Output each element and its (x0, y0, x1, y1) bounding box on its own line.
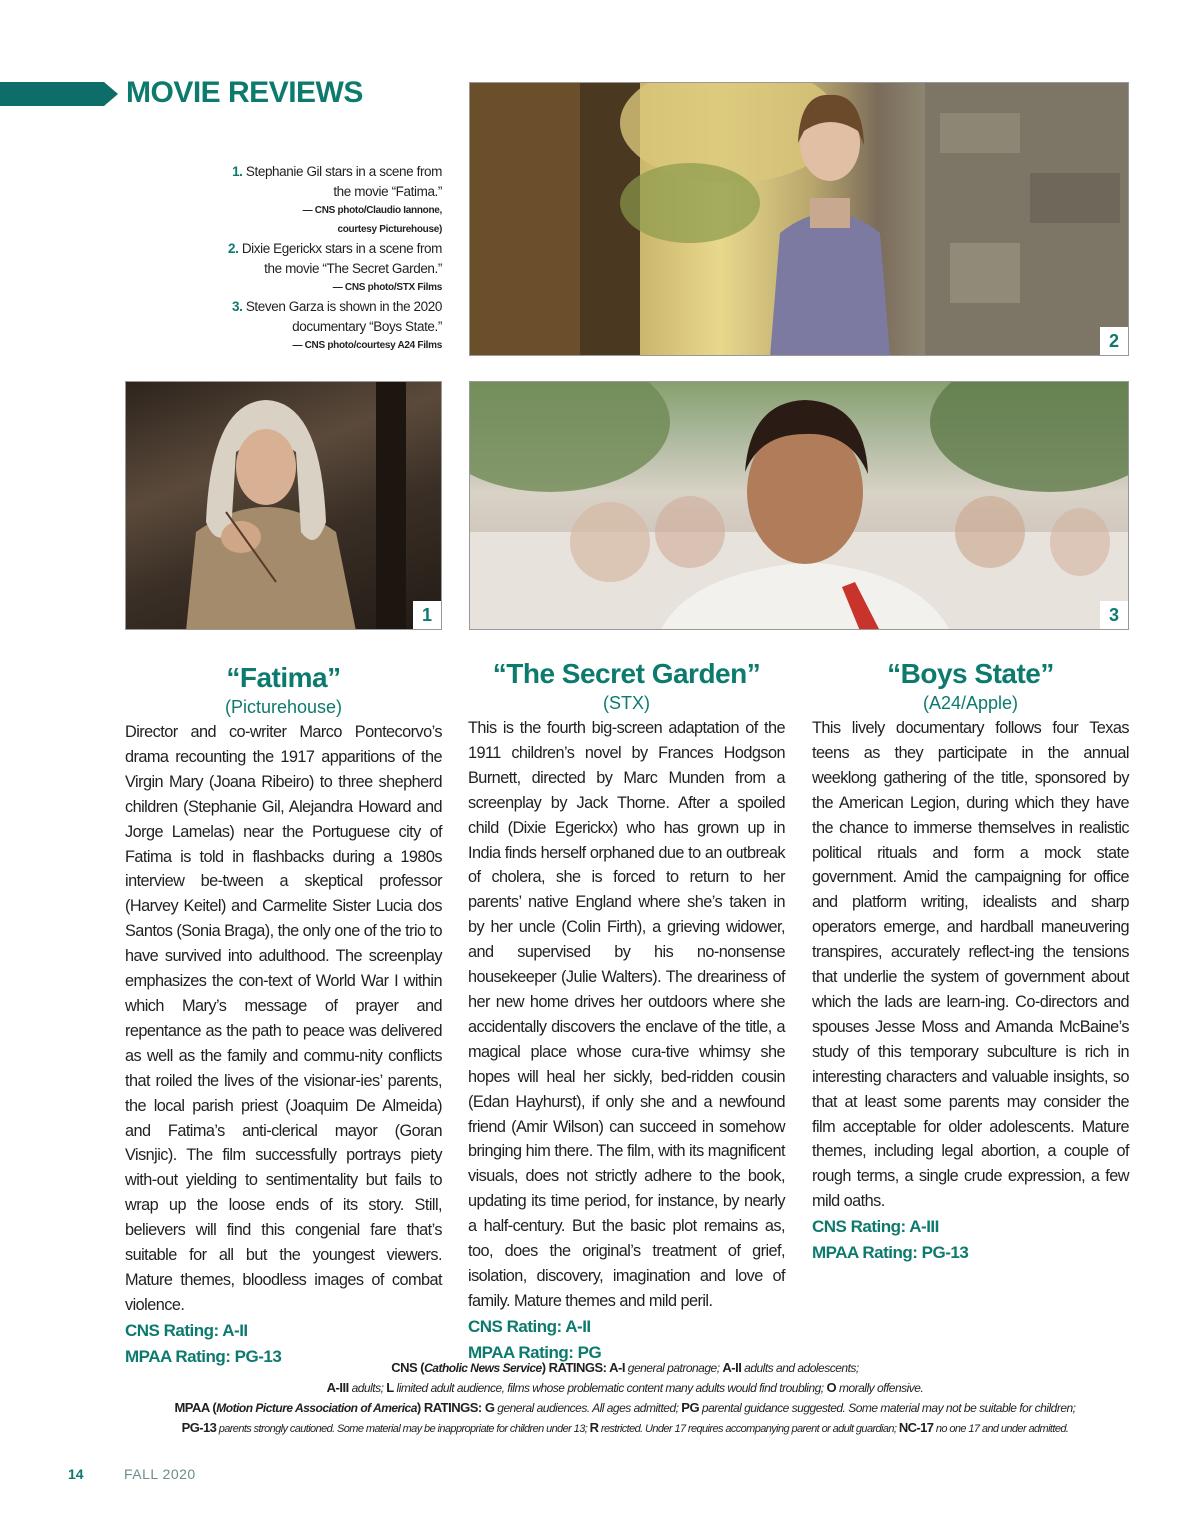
caption-number: 2. (228, 241, 239, 256)
cns-rating: CNS Rating: A-II (125, 1320, 248, 1340)
photo-credit: — CNS photo/STX Films (332, 282, 442, 293)
cns-rating: CNS Rating: A-II (468, 1316, 591, 1336)
cns-rating: CNS Rating: A-III (812, 1217, 939, 1237)
photo-credit: — CNS photo/Claudio Iannone, (302, 205, 442, 216)
film-title: “The Secret Garden” (492, 658, 761, 689)
review-body: Director and co-writer Marco Pontecorvo’s drama recounting the 1917 apparitions of the Virgin Mary (Joana Ribeiro) to three shepherd children (Stephanie Gil, Alejandra Howard and Jorge Lamelas) near the Portuguese city of Fatima is told in flashbacks during a 1980s interview be-tween a skeptical professor (Harvey Keitel) and Carmelite Sister Lucia dos Santos (Sonia Braga), the only one of the trio to have survived into adulthood. The screenplay emphasizes the con-text of World War I within which Mary’s message of prayer and repentance as the path to peace was delivered as well as the family and commu-nity conflicts that roiled the lives of the visionar-ies’ parents, the local parish priest (Joaquim De Almeida) and Fatima’s anti-clerical mayor (Goran Visnjic). The film successfully portrays piety with-out yielding to sentimentality but fails to wrap up the loose ends of its story. Still, believers will find this congenial fare that’s suitable for all but the youngest viewers. Mature themes, bloodless images of combat violence. (125, 723, 442, 1314)
review-secret-garden (468, 656, 785, 1366)
photo-captions (180, 162, 442, 355)
photo-credit: courtesy Picturehouse) (337, 224, 442, 235)
photo-secret-garden-illustration (470, 83, 1129, 356)
caption-number: 1. (232, 164, 243, 179)
ratings-legend (110, 1358, 1140, 1439)
caption-number: 3. (231, 299, 243, 314)
mpaa-rating: MPAA Rating: PG (468, 1342, 602, 1362)
section-title: MOVIE REVIEWS (126, 76, 363, 109)
legend-line-cns: CNS (Catholic News Service) RATINGS: A-I general patronage; A-II adults and adolescents; (391, 1360, 859, 1375)
film-studio: (A24/Apple) (922, 693, 1019, 713)
film-studio: (Picturehouse) (224, 697, 343, 717)
section-header-bar (0, 82, 104, 106)
photo-number: 1 (413, 601, 441, 629)
photo-fatima (125, 381, 442, 630)
mpaa-rating: MPAA Rating: PG-13 (812, 1243, 969, 1263)
caption-3: 3. Steven Garza is shown in the 2020 documentary “Boys State.” — CNS photo/courtesy A24 Films (180, 297, 442, 355)
mpaa-rating: MPAA Rating: PG-13 (125, 1346, 282, 1366)
photo-fatima-illustration (126, 382, 442, 630)
photo-credit: — CNS photo/courtesy A24 Films (292, 340, 442, 351)
legend-line-mpaa: MPAA (Motion Picture Association of America) RATINGS: G general audiences. All ages admitted; PG parental guidance suggested. Some material may not be suitable for children; (174, 1400, 1076, 1415)
photo-secret-garden (469, 82, 1129, 356)
review-body: This is the fourth big-screen adaptation of the 1911 children’s novel by Frances Hodgson Burnett, directed by Marc Munden from a screenplay by Jack Thorne. After a spoiled child (Dixie Egerickx) who has grown up in India finds herself orphaned due to an outbreak of cholera, she is forced to return to her parents’ native England where she’s taken in by her uncle (Colin Firth), a grieving widower, and supervised by his no-nonsense housekeeper (Julie Walters). The dreariness of her new home drives her outdoors where she accidentally discovers the enclave of the title, a magical place whose cura-tive whimsy she hopes will heal her sickly, bed-ridden cousin (Edan Hayhurst), if only she and a newfound friend (Amir Wilson) can succeed in somehow bringing him there. The film, with its magnificent visuals, does not strictly adhere to the book, updating its time period, for instance, by nearly a half-century. But the basic plot remains as, too, does the original’s treatment of grief, isolation, discovery, imagination and love of family. Mature themes and mild peril. (468, 719, 785, 1310)
film-studio: (STX) (603, 693, 650, 713)
film-title: “Fatima” (226, 662, 341, 693)
page-number: 14 (68, 1466, 84, 1482)
caption-1: 1. Stephanie Gil stars in a scene from the movie “Fatima.” — CNS photo/Claudio Iannone, courtesy Picturehouse) (180, 162, 442, 239)
photo-boys-state (469, 381, 1129, 630)
photo-number: 2 (1100, 327, 1128, 355)
caption-2: 2. Dixie Egerickx stars in a scene from the movie “The Secret Garden.” — CNS photo/STX Films (180, 239, 442, 297)
review-boys-state (812, 656, 1129, 1266)
section-header-arrow (104, 82, 118, 106)
photo-boys-state-illustration (470, 382, 1129, 630)
legend-line-cns-2: A-III adults; L limited adult audience, films whose problematic content many adults would find troubling; O morally offensive. (326, 1380, 924, 1395)
review-fatima (125, 660, 442, 1370)
photo-number: 3 (1100, 601, 1128, 629)
legend-line-mpaa-2: PG-13 parents strongly cautioned. Some material may be inappropriate for children under 13; R restricted. Under 17 requires accompanying parent or adult guardian; NC-17 no one 17 and under admitted. (181, 1420, 1069, 1435)
film-title: “Boys State” (887, 658, 1054, 689)
issue-label: FALL 2020 (124, 1466, 196, 1482)
review-body: This lively documentary follows four Texas teens as they participate in the annual weeklong gathering of the title, sponsored by the American Legion, during which they have the chance to immerse themselves in realistic political rituals and form a mock state government. Amid the campaigning for office and platform writing, idealists and sharp operators emerge, and hardball maneuvering transpires, accurately reflect-ing the tensions that underlie the system of government about which the lads are learn-ing. Co-directors and spouses Jesse Moss and Amanda McBaine’s study of this temporary subculture is rich in interesting characters and valuable insights, so that at least some parents may consider the film acceptable for older adolescents. Mature themes, including legal abortion, a couple of rough terms, a single crude expression, a few mild oaths. (812, 719, 1129, 1211)
